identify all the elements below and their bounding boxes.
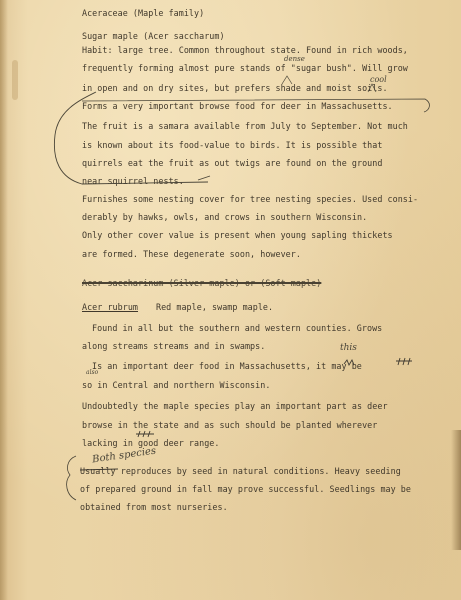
- handwritten-note-this: this: [340, 343, 357, 353]
- text-line: Habit: large tree. Common throughout state. Found in rich woods,: [82, 45, 408, 55]
- text-line: frequently forming almost pure stands of "sugar bush". Will grow: [82, 63, 408, 73]
- text-line: derably by hawks, owls, and crows in southern Wisconsin.: [82, 212, 368, 222]
- species-heading-sugar-maple: Sugar maple (Acer saccharum): [82, 31, 225, 41]
- text-line: are formed. These degenerate soon, however.: [82, 249, 301, 259]
- species-heading-red-maple: Acer rubrum: [82, 302, 139, 312]
- text-line: is known about its food-value to birds. It is possible that: [82, 140, 383, 150]
- text-line: so in Central and northern Wisconsin.: [82, 380, 271, 390]
- struck-heading: Acer saccharinum (Silver maple) or (Soft maple): [82, 278, 322, 288]
- text-line: along streams streams and in swamps.: [82, 341, 266, 351]
- text-line: Is an important deer food in Massachusetts, it may be: [92, 361, 362, 371]
- paper-edge-shadow: [0, 0, 8, 600]
- handwritten-note-both-species: Both species: [91, 445, 157, 466]
- paper-edge-shadow-right: [451, 430, 461, 550]
- text-line: browse in the state and as such should be planted wherever: [82, 420, 378, 430]
- text-line: lacking in good deer range.: [82, 438, 220, 448]
- text-line: near squirrel nests.: [82, 176, 184, 186]
- text-line: Forms a very important browse food for deer in Massachusetts.: [82, 101, 393, 111]
- text-line: obtained from most nurseries.: [80, 502, 228, 512]
- paper-stain: [12, 60, 18, 100]
- handwritten-note-cool: cool: [370, 75, 387, 84]
- text-line: Undoubtedly the maple species play an important part as deer: [82, 401, 388, 411]
- text-line: in open and on dry sites, but prefers shade and moist soils.: [82, 83, 388, 93]
- family-heading: Aceraceae (Maple family): [82, 8, 205, 18]
- text-line: Only other cover value is present when young sapling thickets: [82, 230, 393, 240]
- handwritten-note-also: also: [86, 369, 99, 376]
- common-name: Red maple, swamp maple.: [156, 302, 274, 312]
- text-line: of prepared ground in fall may prove successful. Seedlings may be: [80, 484, 411, 494]
- handwritten-note-dense: dense: [284, 55, 305, 63]
- text-line: Furnishes some nesting cover for tree nesting species. Used consi-: [82, 194, 419, 204]
- text-line: Found in all but the southern and western counties. Grows: [92, 323, 383, 333]
- text-line: The fruit is a samara available from July to September. Not much: [82, 121, 408, 131]
- text-line: Usually reproduces by seed in natural conditions. Heavy seeding: [80, 466, 401, 476]
- text-line: quirrels eat the fruit as out twigs are found on the ground: [82, 158, 383, 168]
